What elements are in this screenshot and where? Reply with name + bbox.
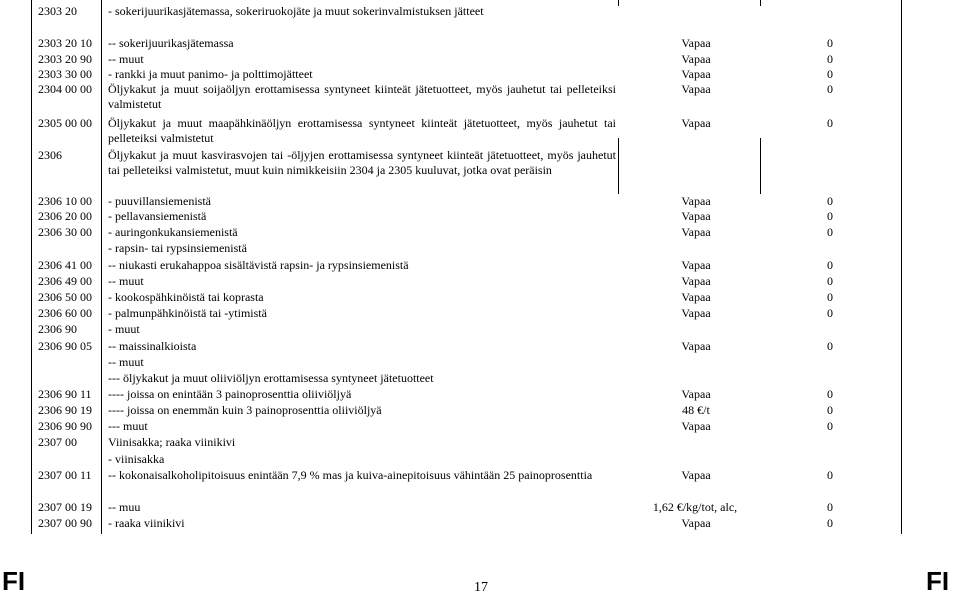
description: -- sokerijuurikasjätemassa (108, 36, 234, 50)
description: Öljykakut ja muut soijaöljyn erottamisessa syntyneet kiinteät jätetuotteet, myös jauhetut tai pelleteiksi valmistetut (108, 82, 616, 111)
cn-code: 2306 (38, 148, 62, 162)
cn-code: 2303 20 (38, 4, 77, 18)
duty-rate: Vapaa (681, 306, 711, 320)
cn-code: 2303 30 00 (38, 67, 92, 81)
supplementary-value: 0 (827, 500, 833, 514)
table-column-divider (760, 0, 761, 6)
cn-code: 2306 50 00 (38, 290, 92, 304)
description: - muut (108, 322, 140, 336)
cn-code: 2305 00 00 (38, 116, 92, 130)
supplementary-value: 0 (827, 225, 833, 239)
duty-rate: Vapaa (681, 339, 711, 353)
duty-rate: Vapaa (681, 209, 711, 223)
duty-rate: Vapaa (681, 82, 711, 96)
cn-code: 2306 41 00 (38, 258, 92, 272)
description: -- muu (108, 500, 141, 514)
supplementary-value: 0 (827, 209, 833, 223)
description: - sokerijuurikasjätemassa, sokeriruokojäte ja muut sokerinvalmistuksen jätteet (108, 4, 484, 18)
supplementary-value: 0 (827, 306, 833, 320)
supplementary-value: 0 (827, 387, 833, 401)
table-column-divider (101, 0, 102, 534)
supplementary-value: 0 (827, 419, 833, 433)
description: -- muut (108, 52, 144, 66)
description: -- muut (108, 274, 144, 288)
duty-rate: Vapaa (681, 258, 711, 272)
cn-code: 2306 60 00 (38, 306, 92, 320)
cn-code: 2306 20 00 (38, 209, 92, 223)
description: - pellavansiemenistä (108, 209, 207, 223)
cn-code: 2306 49 00 (38, 274, 92, 288)
duty-rate: Vapaa (681, 516, 711, 530)
description: - viinisakka (108, 452, 165, 466)
supplementary-value: 0 (827, 403, 833, 417)
description: - rapsin- tai rypsinsiemenistä (108, 241, 247, 255)
description: - raaka viinikivi (108, 516, 185, 530)
description: ---- joissa on enintään 3 painoprosenttia oliiviöljyä (108, 387, 352, 401)
description: ---- joissa on enemmän kuin 3 painoprosenttia oliiviöljyä (108, 403, 382, 417)
cn-code: 2307 00 11 (38, 468, 92, 482)
cn-code: 2306 90 19 (38, 403, 92, 417)
cn-code: 2306 30 00 (38, 225, 92, 239)
supplementary-value: 0 (827, 290, 833, 304)
duty-rate: Vapaa (681, 274, 711, 288)
cn-code: 2307 00 90 (38, 516, 92, 530)
supplementary-value: 0 (827, 468, 833, 482)
duty-rate: Vapaa (681, 387, 711, 401)
supplementary-value: 0 (827, 82, 833, 96)
cn-code: 2307 00 19 (38, 500, 92, 514)
cn-code: 2306 90 05 (38, 339, 92, 353)
description: -- muut (108, 355, 144, 369)
description: Öljykakut ja muut maapähkinäöljyn erottamisessa syntyneet kiinteät jätetuotteet, myös jauhetut tai pelleteiksi valmistetut (108, 116, 616, 145)
duty-rate: Vapaa (681, 52, 711, 66)
table-column-divider (760, 138, 761, 194)
supplementary-value: 0 (827, 258, 833, 272)
supplementary-value: 0 (827, 516, 833, 530)
cn-code: 2303 20 10 (38, 36, 92, 50)
page-number: 17 (474, 580, 488, 595)
description: -- kokonaisalkoholipitoisuus enintään 7,9 % mas ja kuiva-ainepitoisuus vähintään 25 painoprosenttia (108, 468, 593, 482)
description: --- muut (108, 419, 148, 433)
duty-rate: Vapaa (681, 225, 711, 239)
duty-rate: Vapaa (681, 290, 711, 304)
supplementary-value: 0 (827, 52, 833, 66)
language-mark-right: FI (926, 566, 950, 596)
description: - rankki ja muut panimo- ja polttimojätteet (108, 67, 313, 81)
table-border-right (901, 0, 902, 534)
description: - puuvillansiemenistä (108, 194, 211, 208)
cn-code: 2306 90 (38, 322, 77, 336)
supplementary-value: 0 (827, 36, 833, 50)
table-column-divider (618, 138, 619, 194)
duty-rate: 48 €/t (682, 403, 710, 417)
table-border-left (31, 0, 32, 534)
duty-rate: Vapaa (681, 419, 711, 433)
description: --- öljykakut ja muut oliiviöljyn erottamisessa syntyneet jätetuotteet (108, 371, 434, 385)
supplementary-value: 0 (827, 274, 833, 288)
language-mark-left: FI (2, 566, 26, 596)
duty-rate: 1,62 €/kg/tot, alc, (652, 500, 738, 514)
table-column-divider (618, 0, 619, 6)
cn-code: 2304 00 00 (38, 82, 92, 96)
supplementary-value: 0 (827, 116, 833, 130)
description: - palmunpähkinöistä tai -ytimistä (108, 306, 267, 320)
duty-rate: Vapaa (681, 67, 711, 81)
duty-rate: Vapaa (681, 194, 711, 208)
cn-code: 2306 90 11 (38, 387, 92, 401)
cn-code: 2307 00 (38, 435, 77, 449)
cn-code: 2303 20 90 (38, 52, 92, 66)
description: - auringonkukansiemenistä (108, 225, 238, 239)
supplementary-value: 0 (827, 67, 833, 81)
description: Öljykakut ja muut kasvirasvojen tai -öljyjen erottamisessa syntyneet kiinteät jätetuotteet, myös jauhetut tai pelleteiksi valmistetut, muut kuin nimikkeisiin 2304 ja 2305 kuuluvat, jotka ovat peräisin (108, 148, 616, 177)
supplementary-value: 0 (827, 194, 833, 208)
duty-rate: Vapaa (681, 36, 711, 50)
cn-code: 2306 90 90 (38, 419, 92, 433)
description: -- niukasti erukahappoa sisältävistä rapsin- ja rypsinsiemenistä (108, 258, 409, 272)
cn-code: 2306 10 00 (38, 194, 92, 208)
supplementary-value: 0 (827, 339, 833, 353)
description: -- maissinalkioista (108, 339, 197, 353)
duty-rate: Vapaa (681, 468, 711, 482)
description: Viinisakka; raaka viinikivi (108, 435, 236, 449)
description: - kookospähkinöistä tai koprasta (108, 290, 264, 304)
duty-rate: Vapaa (681, 116, 711, 130)
